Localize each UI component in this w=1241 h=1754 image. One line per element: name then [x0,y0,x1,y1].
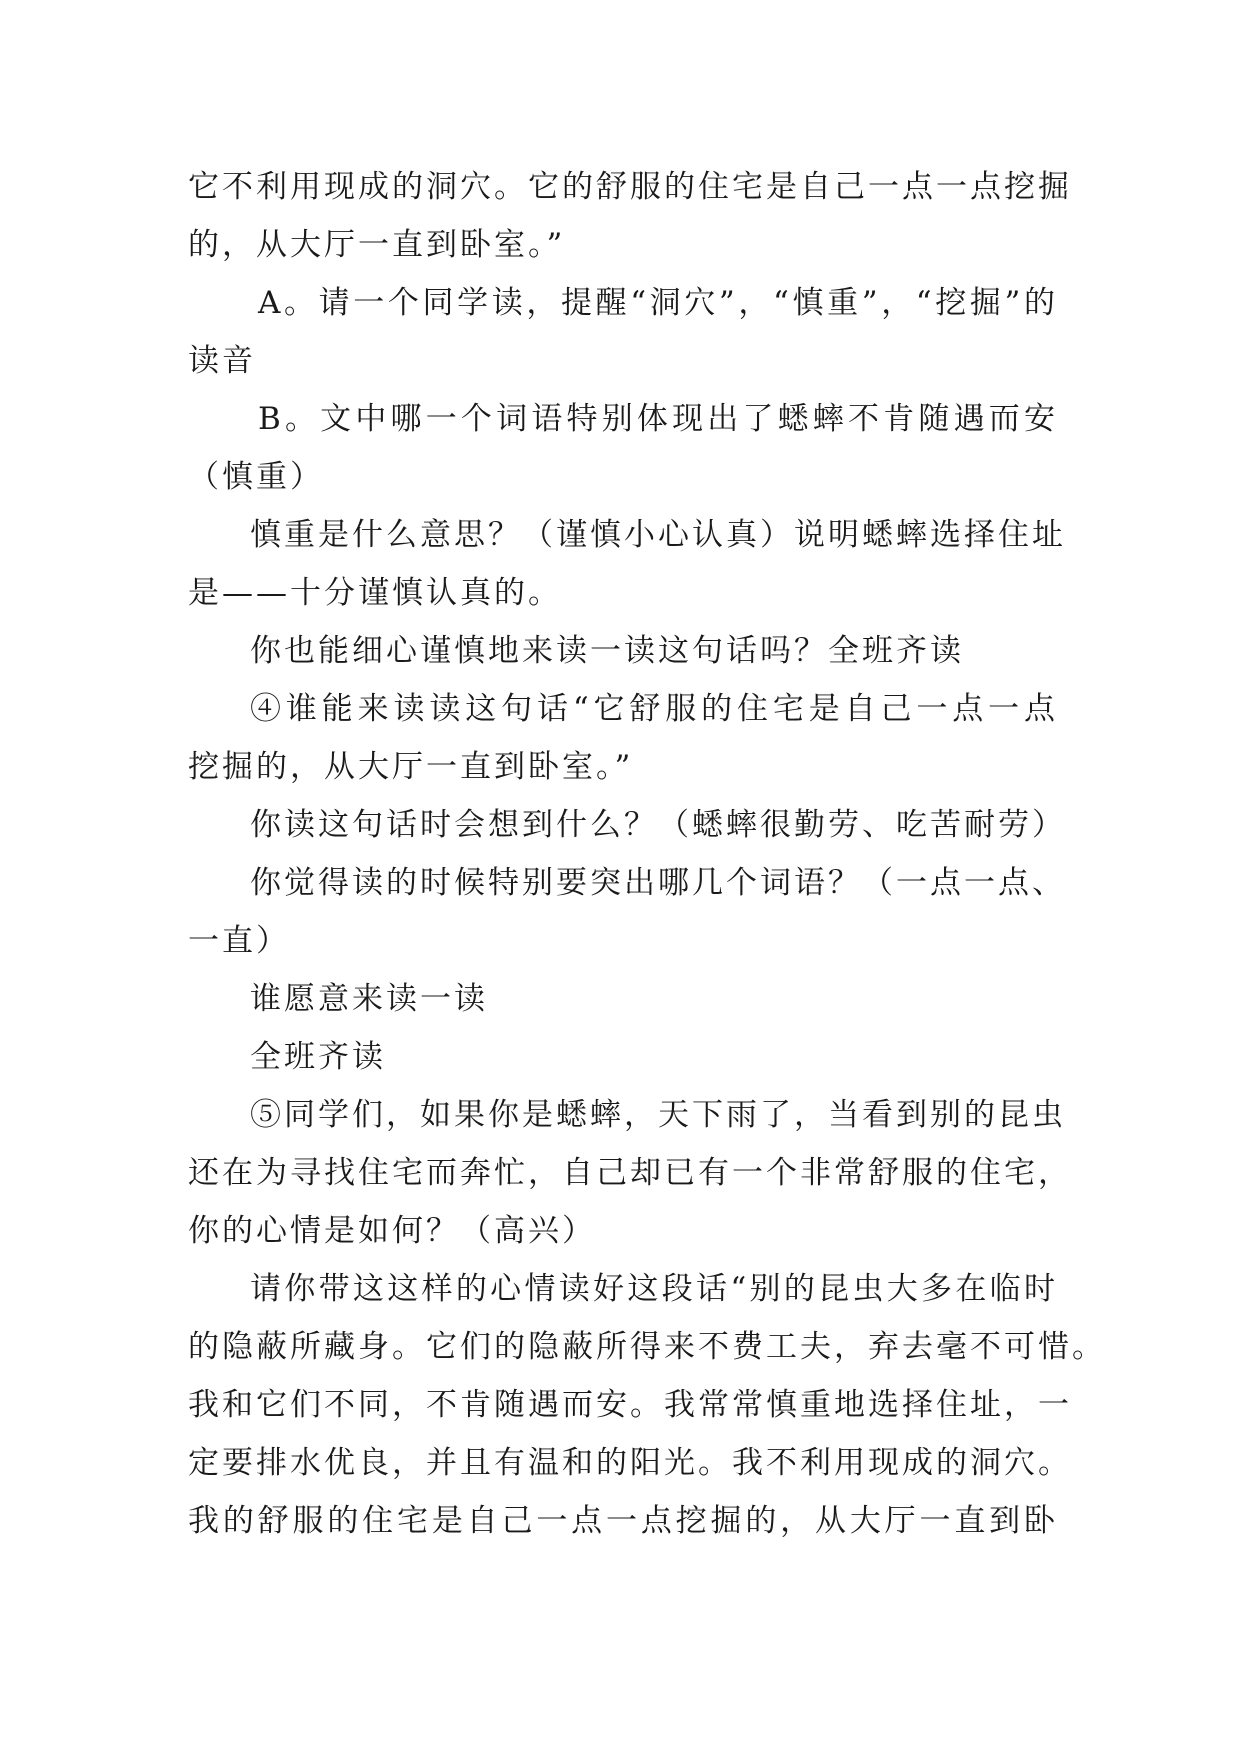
text-line: 读音 [188,343,256,379]
text-line: 你也能细心谨慎地来读一读这句话吗？全班齐读 [250,633,964,669]
text-line: 你读这句话时会想到什么？（蟋蟀很勤劳、吃苦耐劳） [250,807,1066,843]
text-line: 还在为寻找住宅而奔忙，自己却已有一个非常舒服的住宅， [188,1155,1072,1191]
text-line: 慎重是什么意思？（谨慎小心认真）说明蟋蟀选择住址 [250,517,1066,553]
text-line: 挖掘的，从大厅一直到卧室。” [188,749,634,785]
text-line: 一直） [188,923,290,959]
text-line: 是——十分谨慎认真的。 [188,575,562,611]
text-line: 全班齐读 [250,1039,386,1075]
text-line: B。文中哪一个词语特别体现出了蟋蟀不肯随遇而安 [258,401,1058,437]
text-line: 我的舒服的住宅是自己一点一点挖掘的，从大厅一直到卧 [188,1503,1058,1539]
document-body [188,158,1106,1550]
text-line: 我和它们不同，不肯随遇而安。我常常慎重地选择住址，一 [188,1387,1072,1423]
text-line: （慎重） [188,459,324,495]
text-line: 请你带这这样的心情读好这段话“别的昆虫大多在临时 [250,1271,1058,1307]
text-line: ④谁能来读读这句话“它舒服的住宅是自己一点一点 [250,691,1058,727]
text-line: 定要排水优良，并且有温和的阳光。我不利用现成的洞穴。 [188,1445,1072,1481]
text-line: 的隐蔽所藏身。它们的隐蔽所得来不费工夫，弃去毫不可惜。 [188,1329,1106,1365]
text-line: 的，从大厅一直到卧室。” [188,227,566,263]
text-line: 你的心情是如何？（高兴） [188,1213,596,1249]
text-line: ⑤同学们，如果你是蟋蟀，天下雨了，当看到别的昆虫 [250,1097,1066,1133]
text-line: 你觉得读的时候特别要突出哪几个词语？（一点一点、 [250,865,1066,901]
text-line: 谁愿意来读一读 [250,981,488,1017]
text-line: 它不利用现成的洞穴。它的舒服的住宅是自己一点一点挖掘 [188,169,1072,205]
text-line: A。请一个同学读，提醒“洞穴”，“慎重”，“挖掘”的 [258,285,1058,321]
